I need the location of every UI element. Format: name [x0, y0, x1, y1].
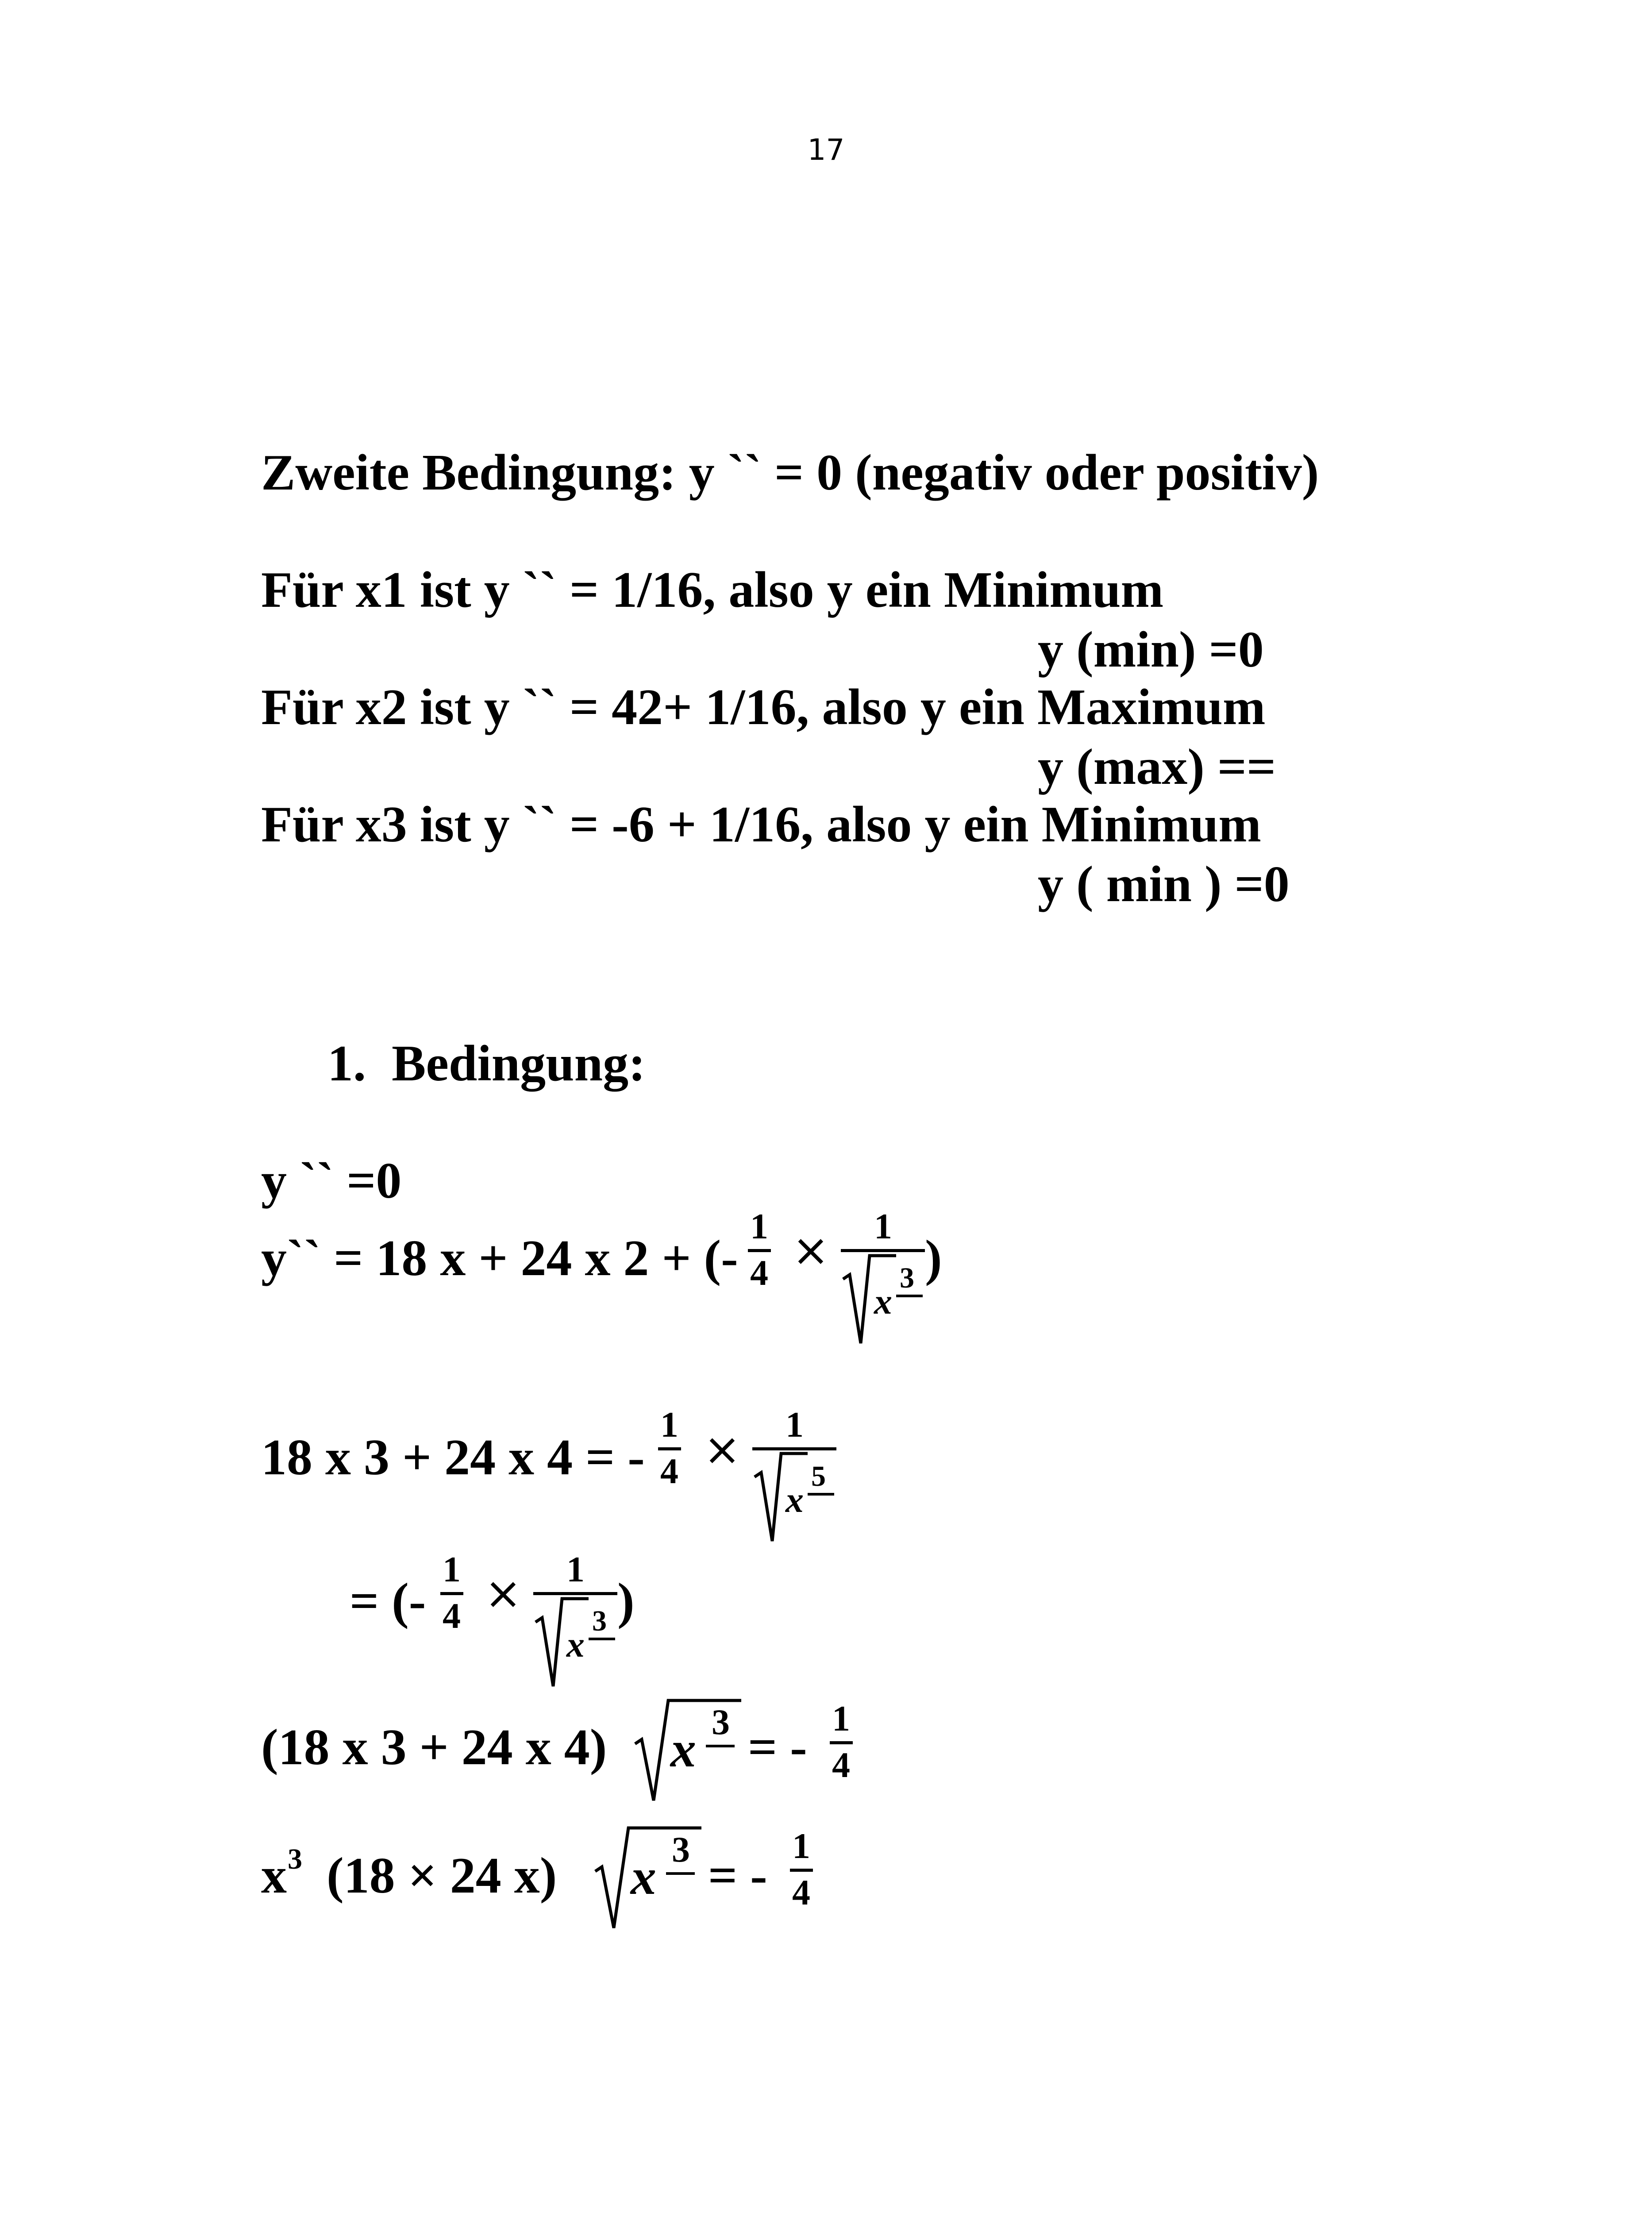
fraction-bar: [896, 1295, 923, 1297]
fraction-bar: [658, 1447, 681, 1450]
condition2-y-min-2: y ( min ) =0: [1038, 856, 1290, 913]
close-paren: ): [925, 1230, 942, 1287]
condition2-y-min-1: y (min) =0: [1038, 621, 1264, 678]
variable-x: x: [874, 1281, 892, 1322]
fraction-denominator: 4: [660, 1451, 678, 1491]
fraction-numerator: 1: [792, 1826, 810, 1866]
fraction-bar: [790, 1869, 813, 1872]
variable-x: x: [670, 1721, 696, 1778]
equation-4-prefix: = (-: [350, 1573, 426, 1630]
fraction-numerator: 1: [443, 1549, 461, 1589]
equals-minus: = -: [708, 1847, 767, 1904]
fraction-bar: [589, 1638, 615, 1640]
condition1-heading: Bedingung:: [392, 1035, 646, 1092]
fraction-denominator: 4: [750, 1253, 768, 1293]
equation-6-rest: (18 × 24 x): [327, 1847, 557, 1904]
exponent: 3: [712, 1702, 730, 1742]
fraction-numerator: 1: [874, 1206, 892, 1246]
page-number: 17: [807, 133, 845, 167]
times-sign: ×: [792, 1224, 829, 1276]
fraction-numerator: 1: [832, 1698, 850, 1739]
variable-x: x: [786, 1480, 804, 1520]
times-sign: ×: [704, 1423, 741, 1475]
fraction-bar: [533, 1592, 617, 1595]
fraction-denominator: 4: [792, 1872, 810, 1912]
variable-x: x: [566, 1624, 585, 1665]
fraction-numerator: 1: [566, 1549, 585, 1589]
fraction-bar: [666, 1872, 695, 1875]
equation-3-prefix: 18 x 3 + 24 x 4 = -: [261, 1429, 645, 1486]
exponent: 3: [592, 1605, 607, 1637]
condition2-line-x3: Für x3 ist y `` = -6 + 1/16, also y ein Minimum: [261, 796, 1261, 853]
fraction-bar: [706, 1745, 735, 1747]
fraction-numerator: 1: [660, 1404, 678, 1445]
variable-x: x: [631, 1849, 656, 1905]
fraction-bar: [808, 1493, 834, 1496]
times-sign: ×: [485, 1567, 522, 1619]
exponent: 3: [672, 1829, 690, 1870]
equation-6-x: x: [261, 1847, 287, 1904]
equation-1: y `` =0: [261, 1153, 402, 1209]
fraction-numerator: 1: [750, 1206, 768, 1246]
fraction-bar: [440, 1592, 463, 1595]
fraction-bar: [841, 1249, 925, 1252]
close-paren: ): [617, 1573, 635, 1630]
fraction-bar: [752, 1447, 836, 1450]
exponent: 5: [811, 1460, 826, 1492]
fraction-denominator: 4: [832, 1745, 850, 1785]
fraction-numerator: 1: [786, 1404, 804, 1445]
condition2-y-max: y (max) ==: [1038, 739, 1276, 795]
condition2-heading: Zweite Bedingung: y `` = 0 (negativ oder positiv): [261, 444, 1319, 501]
condition2-line-x1: Für x1 ist y `` = 1/16, also y ein Minimum: [261, 562, 1164, 618]
condition2-line-x2: Für x2 ist y `` = 42+ 1/16, also y ein Maximum: [261, 679, 1266, 736]
equation-5-prefix: (18 x 3 + 24 x 4): [261, 1719, 607, 1776]
fraction-denominator: 4: [443, 1596, 461, 1636]
equals-minus: = -: [748, 1719, 807, 1776]
exponent: 3: [900, 1262, 914, 1294]
fraction-bar: [830, 1741, 853, 1744]
condition1-number: 1.: [327, 1035, 366, 1092]
fraction-bar: [748, 1249, 771, 1252]
equation-2-prefix: y`` = 18 x + 24 x 2 + (-: [261, 1230, 738, 1287]
equation-6-exponent: 3: [288, 1843, 302, 1875]
